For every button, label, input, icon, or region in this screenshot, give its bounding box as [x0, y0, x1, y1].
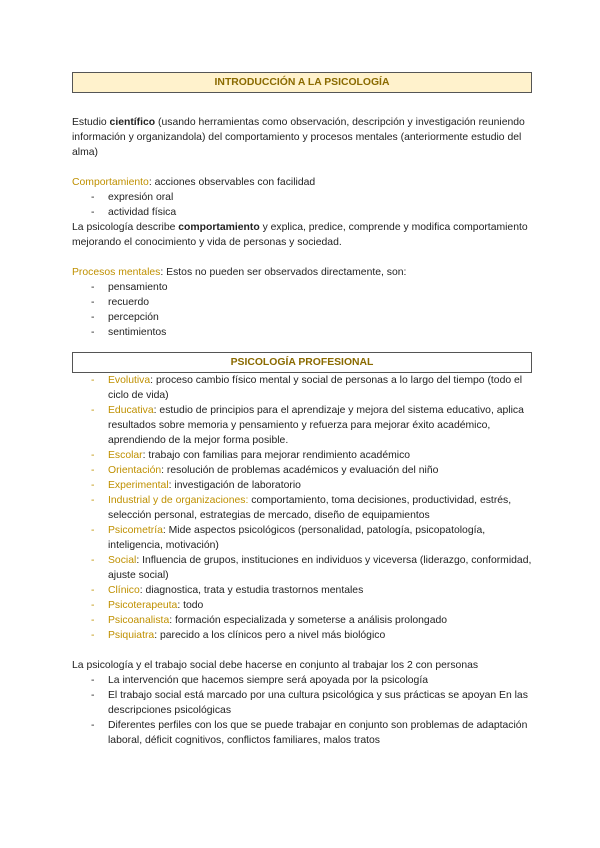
- procesos-label: Procesos mentales: [72, 267, 161, 278]
- comportamiento-list: [72, 190, 532, 220]
- item-text: : estudio de principios para el aprendizaje y mejora del sistema educativo, aplica resultados sobre memoria y pensamiento y refuerza para mejorar éxito académico, aprendiendo de la mejor forma posible.: [108, 405, 524, 446]
- social-list: [72, 673, 532, 748]
- item-label: Psiquiatra: [108, 630, 155, 641]
- list-item: - El trabajo social está marcado por una cultura psicológica y sus prácticas se apoyan En las descripciones psicológicas: [91, 688, 532, 718]
- procesos-list: [72, 280, 532, 340]
- comportamiento-line: [72, 175, 532, 190]
- definition-post: (usando herramientas como observación, descripción y investigación reuniendo información y organizandola) del comportamiento y procesos mentales (anteriormente estudio del alma): [72, 117, 525, 158]
- item-text: : parecido a los clínicos pero a nivel más biológico: [154, 630, 386, 641]
- list-item: - Diferentes perfiles con los que se puede trabajar en conjunto son problemas de adaptación laboral, déficit cognitivos, conflictos familiares, malos tratos: [91, 718, 532, 748]
- describe-pre: La psicología describe: [72, 222, 179, 233]
- list-item: [91, 478, 532, 493]
- item-label: Psicometría: [108, 525, 163, 536]
- item-text: : Influencia de grupos, instituciones en individuos y viceversa (liderazgo, conformidad, ajuste social): [108, 555, 532, 581]
- item-label: Industrial y de organizaciones:: [108, 495, 249, 506]
- list-item: [91, 448, 532, 463]
- list-item: [91, 583, 532, 598]
- item-text: : proceso cambio físico mental y social de personas a lo largo del tiempo (todo el ciclo de vida): [108, 375, 523, 401]
- list-item: [91, 403, 532, 448]
- item-text: : formación especializada y someterse a análisis prolongado: [169, 615, 448, 626]
- list-item: - La intervención que hacemos siempre será apoyada por la psicología: [91, 673, 532, 688]
- section-title-introduccion: INTRODUCCIÓN A LA PSICOLOGÍA: [72, 72, 532, 93]
- list-item: [91, 628, 532, 643]
- list-item: [91, 598, 532, 613]
- describe-bold: comportamiento: [178, 222, 260, 233]
- social-intro: La psicología y el trabajo social debe hacerse en conjunto al trabajar los 2 con personas: [72, 660, 479, 671]
- profesional-list: [72, 373, 532, 643]
- list-item: - expresión oral: [91, 190, 532, 205]
- item-label: Orientación: [108, 465, 162, 476]
- item-text: : trabajo con familias para mejorar rendimiento académico: [142, 450, 411, 461]
- list-item: [91, 553, 532, 583]
- item-label: Psicoterapeuta: [108, 600, 178, 611]
- item-label: Educativa: [108, 405, 154, 416]
- list-item: [91, 373, 532, 403]
- list-item: [91, 493, 532, 523]
- document-page: [72, 72, 532, 748]
- list-item: - sentimientos: [91, 325, 532, 340]
- describe-paragraph: [72, 220, 532, 250]
- item-text: : investigación de laboratorio: [168, 480, 301, 491]
- list-item: - pensamiento: [91, 280, 532, 295]
- describe-post: y explica, predice, comprende y modifica comportamiento mejorando el conocimiento y vida de personas y sociedad.: [72, 222, 528, 248]
- item-label: Social: [108, 555, 137, 566]
- list-item: [91, 463, 532, 478]
- list-item: [91, 523, 532, 553]
- list-item: - percepción: [91, 310, 532, 325]
- item-text: : Mide aspectos psicológicos (personalidad, patología, psicopatología, inteligencia, motivación): [108, 525, 486, 551]
- list-item: [91, 613, 532, 628]
- item-text: : resolución de problemas académicos y evaluación del niño: [161, 465, 439, 476]
- item-text: : todo: [177, 600, 204, 611]
- definition-paragraph: [72, 115, 532, 160]
- comportamiento-text: : acciones observables con facilidad: [148, 177, 316, 188]
- definition-pre: Estudio: [72, 117, 110, 128]
- section-title-profesional: PSICOLOGÍA PROFESIONAL: [72, 352, 532, 373]
- item-label: Clínico: [108, 585, 140, 596]
- item-label: Escolar: [108, 450, 143, 461]
- item-label: Psicoanalista: [108, 615, 170, 626]
- item-text: comportamiento, toma decisiones, productividad, estrés, selección personal, estrategias de mercado, diseño de equipamientos: [108, 495, 512, 521]
- procesos-line: [72, 265, 532, 280]
- definition-bold: científico: [109, 117, 156, 128]
- item-label: Experimental: [108, 480, 169, 491]
- procesos-text: : Estos no pueden ser observados directamente, son:: [160, 267, 407, 278]
- list-item: - recuerdo: [91, 295, 532, 310]
- item-label: Evolutiva: [108, 375, 151, 386]
- list-item: - actividad física: [91, 205, 532, 220]
- comportamiento-label: Comportamiento: [72, 177, 149, 188]
- item-text: : diagnostica, trata y estudia trastornos mentales: [139, 585, 364, 596]
